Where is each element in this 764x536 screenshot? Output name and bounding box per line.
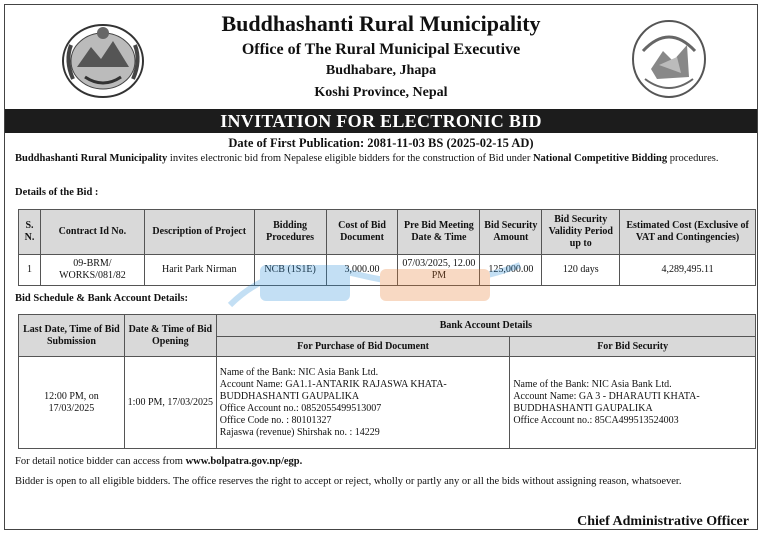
bank-line: BUDDHASHANTI GAUPALIKA: [219, 390, 360, 402]
col-header: Contract Id No.: [40, 210, 144, 255]
table-cell: 4,289,495.11: [620, 255, 756, 286]
last-date-header: Last Date, Time of Bid Submission: [19, 315, 125, 357]
table-cell: 09-BRM/ WORKS/081/82: [40, 255, 144, 286]
bank-line: Rajaswa (revenue) Shirshak no. : 14229: [219, 426, 380, 438]
bank-line: Office Account no.: 0852055499513007: [219, 402, 382, 414]
last-date-cell: 12:00 PM, on 17/03/2025: [19, 357, 125, 449]
schedule-heading: Bid Schedule & Bank Account Details:: [15, 293, 188, 304]
intro-paragraph: [15, 152, 753, 166]
table-cell: Harit Park Nirman: [144, 255, 254, 286]
publication-date: Date of First Publication: 2081-11-03 BS (2025-02-15 AD): [228, 136, 534, 150]
schedule-table: [18, 314, 756, 449]
bank-line: Name of the Bank: NIC Asia Bank Ltd.: [219, 366, 379, 378]
banner-title: INVITATION FOR ELECTRONIC BID: [5, 109, 757, 133]
eligibility-note: Bidder is open to all eligible bidders. The office reserves the right to accept or reject, wholly or partly any or all the bids without assigning reason, whatsoever.: [15, 476, 682, 487]
opening-cell: 1:00 PM, 17/03/2025: [124, 357, 216, 449]
intro-org: Buddhashanti Rural Municipality: [15, 153, 168, 164]
bank-line: Name of the Bank: NIC Asia Bank Ltd.: [513, 378, 672, 390]
col-header: Bid Security Amount: [480, 210, 542, 255]
bid-table-header-row: [19, 210, 756, 255]
bid-details-heading: Details of the Bid :: [15, 187, 99, 198]
col-header: Bid Security Validity Period up to: [542, 210, 620, 255]
bid-details-table: [18, 209, 756, 286]
bank-line: Office Code no. : 80101327: [219, 414, 332, 426]
col-header: Description of Project: [144, 210, 254, 255]
table-cell: NCB (1S1E): [254, 255, 326, 286]
security-bank-cell: [510, 357, 756, 449]
table-row: [19, 255, 756, 286]
municipality-seal-icon: [629, 17, 709, 101]
purchase-header: For Purchase of Bid Document: [216, 337, 510, 357]
signoff: Chief Administrative Officer: [577, 514, 749, 529]
bank-line: BUDDHASHANTI GAUPALIKA: [513, 402, 653, 414]
notice-header: [5, 5, 757, 109]
table-cell: 07/03/2025, 12.00 PM: [398, 255, 480, 286]
intro-method: National Competitive Bidding: [532, 153, 668, 164]
col-header: Cost of Bid Document: [326, 210, 398, 255]
purchase-bank-cell: [216, 357, 510, 449]
col-header: Pre Bid Meeting Date & Time: [398, 210, 480, 255]
table-cell: 120 days: [542, 255, 620, 286]
table-cell: 125,000.00: [480, 255, 542, 286]
table-cell: 1: [19, 255, 41, 286]
bank-line: Account Name: GA 3 - DHARAUTI KHATA-: [513, 390, 700, 402]
col-header: Estimated Cost (Exclusive of VAT and Contingencies): [620, 210, 756, 255]
address-line-1: Budhabare, Jhapa: [325, 63, 437, 78]
col-header: S. N.: [19, 210, 41, 255]
security-header: For Bid Security: [510, 337, 756, 357]
intro-end: procedures.: [667, 153, 719, 164]
notice-page: [4, 4, 758, 530]
table-cell: 3,000.00: [326, 255, 398, 286]
intro-mid: invites electronic bid from Nepalese eligible bidders for the construction of Bid under: [167, 153, 533, 164]
bank-details-header: Bank Account Details: [216, 315, 755, 337]
detail-note-text: For detail notice bidder can access from: [15, 456, 186, 467]
opening-header: Date & Time of Bid Opening: [124, 315, 216, 357]
bank-line: Office Account no.: 85CA499513524003: [513, 414, 679, 426]
bolpatra-link[interactable]: www.bolpatra.gov.np/egp.: [185, 456, 303, 467]
col-header: Bidding Procedures: [254, 210, 326, 255]
address-line-2: Koshi Province, Nepal: [314, 85, 448, 100]
municipality-title: Buddhashanti Rural Municipality: [221, 11, 541, 36]
bank-line: Account Name: GA1.1-ANTARIK RAJASWA KHATA-: [219, 378, 447, 390]
table-row: [19, 357, 756, 449]
office-name: Office of The Rural Municipal Executive: [241, 41, 521, 58]
detail-note: [15, 455, 753, 469]
